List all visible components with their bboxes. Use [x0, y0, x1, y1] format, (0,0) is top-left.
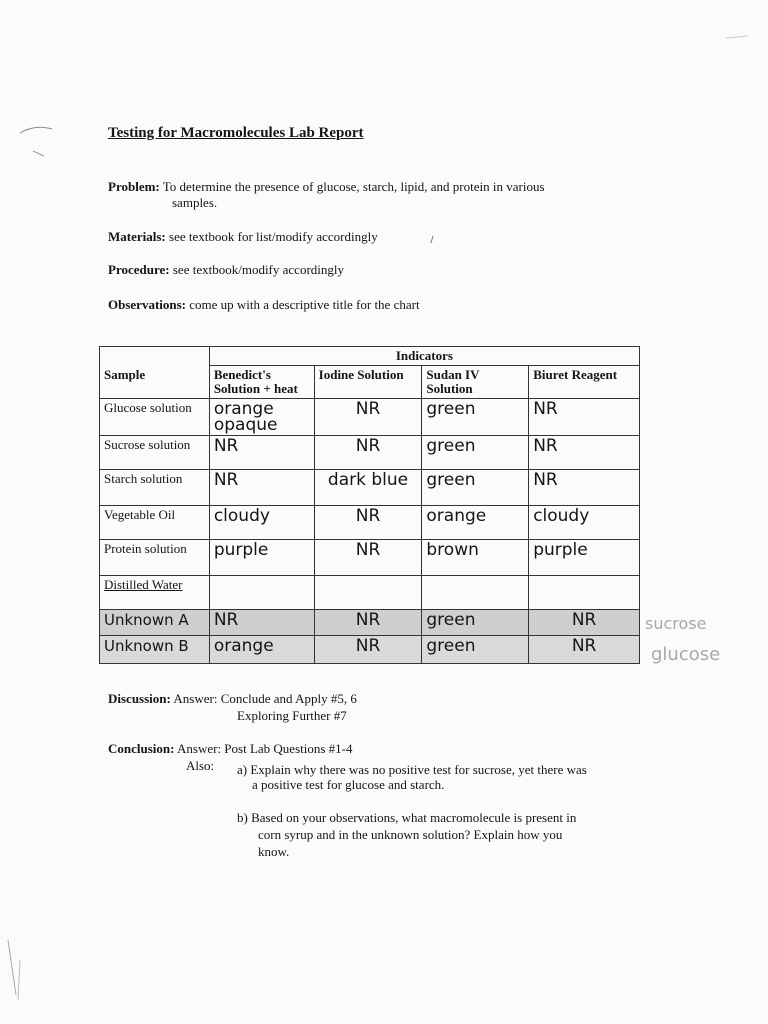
- stray-mark: [431, 236, 433, 243]
- benedicts-result: cloudy: [209, 506, 314, 540]
- document-title: Testing for Macromolecules Lab Report: [108, 125, 364, 141]
- column-header-iodine: Iodine Solution: [314, 366, 422, 399]
- question-a-line2: a positive test for glucose and starch.: [252, 777, 445, 792]
- problem-text-continued: samples.: [172, 195, 218, 210]
- biuret-result: NR: [529, 610, 640, 636]
- problem-text: To determine the presence of glucose, starch, lipid, and protein in various: [162, 179, 545, 194]
- sample-cell: Distilled Water: [100, 576, 210, 610]
- iodine-result: NR: [314, 540, 422, 576]
- column-header-biuret: Biuret Reagent: [529, 366, 640, 399]
- iodine-result: NR: [314, 399, 422, 436]
- iodine-result: NR: [314, 506, 422, 540]
- question-b-line2: corn syrup and in the unknown solution? Explain how you: [258, 827, 563, 842]
- margin-note-unknown-a: sucrose: [645, 614, 707, 633]
- benedicts-result: orange: [209, 636, 314, 664]
- benedicts-result: orange opaque: [209, 399, 314, 436]
- sample-cell: Unknown B: [100, 636, 210, 664]
- margin-note-unknown-b: glucose: [651, 644, 721, 665]
- problem-label: Problem:: [108, 179, 160, 194]
- biuret-result: NR: [529, 399, 640, 436]
- sudan-result: green: [422, 470, 529, 506]
- iodine-result: NR: [314, 436, 422, 470]
- stray-mark: [726, 36, 748, 38]
- sample-cell: Glucose solution: [100, 399, 210, 436]
- materials-text: see textbook for list/modify accordingly: [169, 229, 378, 244]
- biuret-result: NR: [529, 436, 640, 470]
- sudan-result: green: [422, 399, 529, 436]
- discussion-text: Answer: Conclude and Apply #5, 6: [173, 691, 357, 706]
- question-a-line1: a) Explain why there was no positive test for sucrose, yet there was: [237, 762, 587, 777]
- column-header-sample: Sample: [100, 366, 210, 399]
- conclusion-label: Conclusion:: [108, 741, 175, 756]
- sample-cell: Sucrose solution: [100, 436, 210, 470]
- stray-mark: [8, 940, 16, 995]
- question-b-line3: know.: [258, 844, 290, 859]
- biuret-result: purple: [529, 540, 640, 576]
- indicators-header: Indicators: [209, 347, 639, 366]
- procedure-label: Procedure:: [108, 262, 170, 277]
- discussion-text-continued: Exploring Further #7: [237, 708, 347, 723]
- stray-mark: [18, 960, 20, 1000]
- conclusion-also-label: Also:: [186, 758, 215, 773]
- observations-label: Observations:: [108, 297, 186, 312]
- iodine-result: NR: [314, 636, 422, 664]
- column-header-benedicts: Benedict's Solution + heat: [209, 366, 314, 399]
- benedicts-result: NR: [209, 470, 314, 506]
- sudan-result: green: [422, 610, 529, 636]
- column-header-sudan: Sudan IV Solution: [422, 366, 529, 399]
- conclusion-text: Answer: Post Lab Questions #1-4: [177, 741, 353, 756]
- benedicts-result: NR: [209, 610, 314, 636]
- sudan-result: green: [422, 636, 529, 664]
- materials-label: Materials:: [108, 229, 166, 244]
- sample-cell: Starch solution: [100, 470, 210, 506]
- procedure-text: see textbook/modify accordingly: [172, 262, 344, 277]
- iodine-result: NR: [314, 610, 422, 636]
- sudan-result: brown: [422, 540, 529, 576]
- discussion-label: Discussion:: [108, 691, 171, 706]
- sudan-result: green: [422, 436, 529, 470]
- benedicts-result: purple: [209, 540, 314, 576]
- biuret-result: NR: [529, 470, 640, 506]
- observations-text: come up with a descriptive title for the chart: [189, 297, 420, 312]
- sample-cell: Protein solution: [100, 540, 210, 576]
- question-b-line1: b) Based on your observations, what macromolecule is present in: [237, 810, 577, 825]
- iodine-result: dark blue: [314, 470, 422, 506]
- sudan-result: orange: [422, 506, 529, 540]
- stray-mark: [33, 151, 44, 156]
- biuret-result: NR: [529, 636, 640, 664]
- sample-cell: Vegetable Oil: [100, 506, 210, 540]
- benedicts-result: NR: [209, 436, 314, 470]
- sample-cell: Unknown A: [100, 610, 210, 636]
- stray-mark: [20, 127, 52, 133]
- biuret-result: cloudy: [529, 506, 640, 540]
